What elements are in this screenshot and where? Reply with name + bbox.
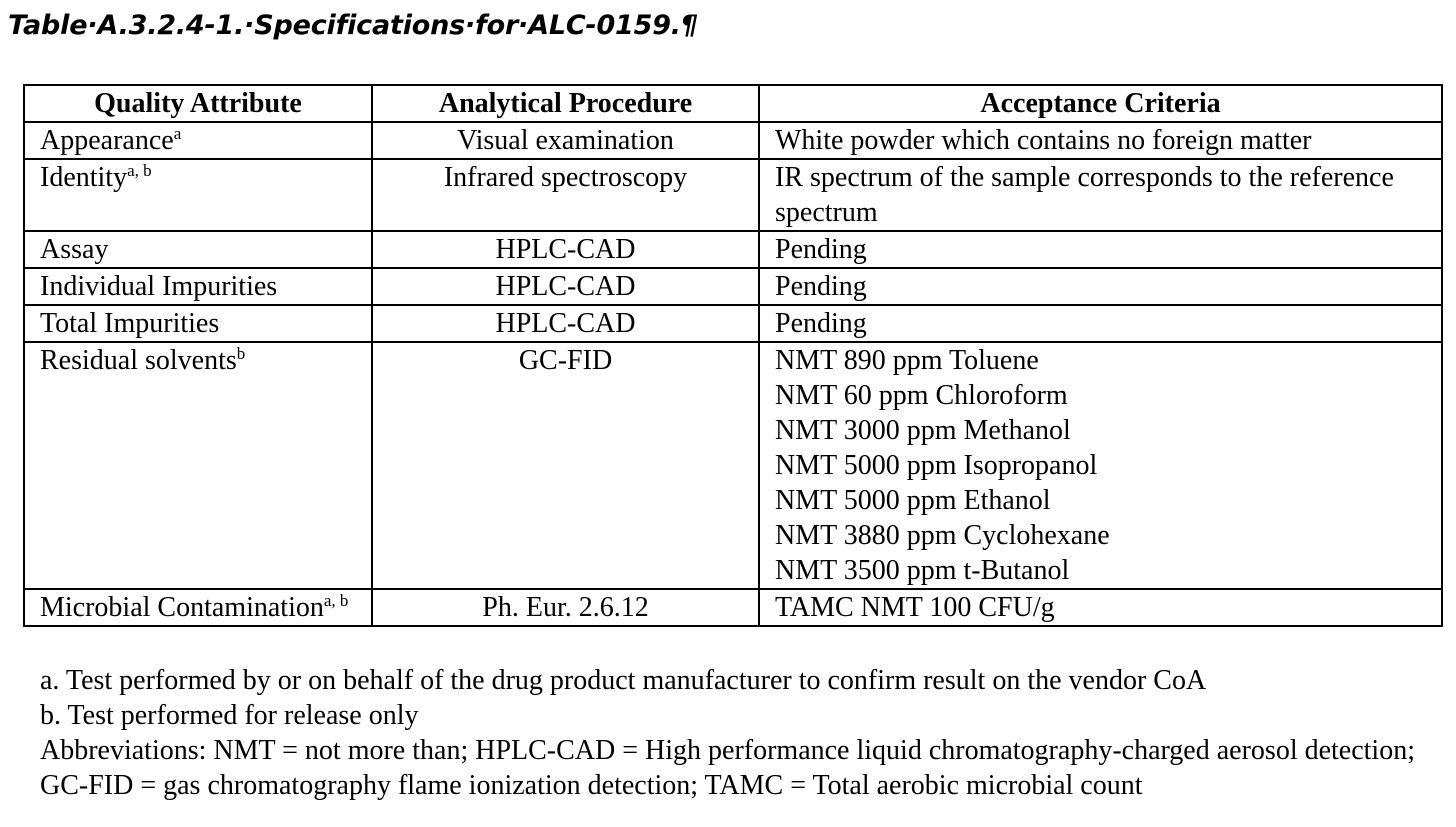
- table-caption: Table·A.3.2.4-1.·Specifications·for·ALC-0159.¶: [8, 10, 698, 41]
- criteria-line: NMT 60 ppm Chloroform: [775, 380, 1068, 411]
- criteria-cell: Pending: [759, 268, 1442, 305]
- footnote-marker: a, b: [323, 591, 349, 610]
- header-acceptance-criteria: Acceptance Criteria: [759, 85, 1442, 122]
- procedure-cell: HPLC-CAD: [372, 231, 759, 268]
- abbreviations-note: Abbreviations: NMT = not more than; HPLC-CAD = High performance liquid chromatography-charged aerosol detection; GC-FID = gas chromatography flame ionization detection; TAMC = Total aerobic microbial count: [40, 735, 1415, 801]
- criteria-cell: Pending: [759, 231, 1442, 268]
- procedure-cell: Visual examination: [372, 122, 759, 159]
- attribute-cell: Identity$^{a, b}$: [24, 159, 372, 231]
- criteria-line: NMT 5000 ppm Ethanol: [775, 485, 1051, 516]
- footnote-marker: b: [236, 344, 246, 363]
- criteria-line: NMT 3000 ppm Methanol: [775, 415, 1071, 446]
- criteria-line: NMT 3500 ppm t-Butanol: [775, 555, 1070, 586]
- table-row: [24, 342, 1442, 589]
- header-analytical-procedure: Analytical Procedure: [372, 85, 759, 122]
- table-footnotes: [40, 663, 1440, 803]
- attribute-cell: Microbial Contamination$^{a, b}$: [24, 589, 372, 626]
- procedure-cell: Infrared spectroscopy: [372, 159, 759, 231]
- procedure-cell: GC-FID: [372, 342, 759, 589]
- attribute-cell: Individual Impurities: [24, 268, 372, 305]
- footnote-marker: a, b: [127, 161, 152, 180]
- table-header-row: [24, 85, 1442, 122]
- table-row: [24, 268, 1442, 305]
- criteria-cell: TAMC NMT 100 CFU/g: [759, 589, 1442, 626]
- table-row: [24, 305, 1442, 342]
- criteria-cell: [759, 342, 1442, 589]
- specifications-table: [23, 84, 1443, 627]
- header-quality-attribute: Quality Attribute: [24, 85, 372, 122]
- procedure-cell: HPLC-CAD: [372, 305, 759, 342]
- attribute-cell: Appearance$^a$: [24, 122, 372, 159]
- procedure-cell: HPLC-CAD: [372, 268, 759, 305]
- table-row: [24, 122, 1442, 159]
- table-row: [24, 231, 1442, 268]
- table-row: [24, 159, 1442, 231]
- footnote-a: a. Test performed by or on behalf of the drug product manufacturer to confirm result on the vendor CoA: [40, 665, 1207, 696]
- criteria-line: NMT 3880 ppm Cyclohexane: [775, 520, 1110, 551]
- criteria-cell: Pending: [759, 305, 1442, 342]
- footnote-b: b. Test performed for release only: [40, 700, 419, 731]
- criteria-cell: IR spectrum of the sample corresponds to the reference spectrum: [759, 159, 1442, 231]
- procedure-cell: Ph. Eur. 2.6.12: [372, 589, 759, 626]
- table-row: [24, 589, 1442, 626]
- attribute-cell: Total Impurities: [24, 305, 372, 342]
- criteria-line: NMT 5000 ppm Isopropanol: [775, 450, 1098, 481]
- attribute-cell: Assay: [24, 231, 372, 268]
- criteria-cell: White powder which contains no foreign matter: [759, 122, 1442, 159]
- criteria-line: NMT 890 ppm Toluene: [775, 345, 1039, 376]
- footnote-marker: a: [173, 124, 182, 143]
- attribute-cell: Residual solvents$^b$: [24, 342, 372, 589]
